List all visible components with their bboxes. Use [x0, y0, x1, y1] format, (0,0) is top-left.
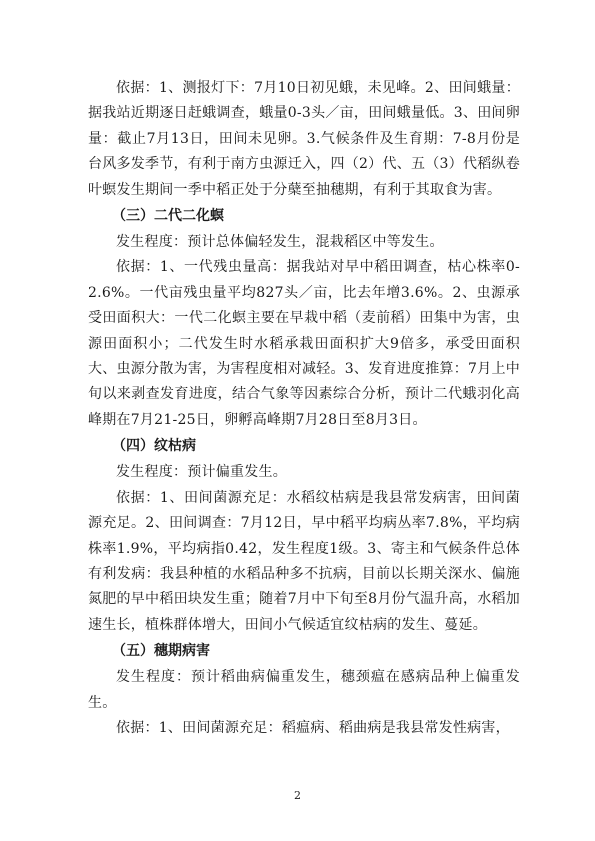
section-heading: （三）二代二化螟: [112, 208, 224, 225]
paragraph: 依据：1、测报灯下：7月10日初见蛾，未见峰。2、田间蛾量：据我站近期逐日赶蛾调查，蛾量0-3头／亩，田间蛾量低。3、田间卵量：截止7月13日，田间未见卵。3.气候条件及生育期：7-8月份是台风多发季节，有利于南方虫源迁入，四（2）代、五（3）代稻纵卷叶螟发生期间一季中稻正处于分蘖至抽穗期，有利于其取食为害。: [88, 80, 520, 198]
paragraph: 依据：1、田间菌源充足：水稻纹枯病是我县常发病害，田间菌源充足。2、田间调查：7月12日，早中稻平均病丛率7.8%，平均病株率1.9%，平均病指0.42，发生程度1级。3、寄主和气候条件总体有利发病：我县种植的水稻品种多不抗病，目前以长期关深水、偏施氮肥的早中稻田块发生重；随着7月中下旬至8月份气温升高，水稻加速生长，植株群体增大，田间小气候适宜纹枯病的发生、蔓延。: [88, 489, 520, 633]
paragraph: 依据：1、田间菌源充足：稻瘟病、稻曲病是我县常发性病害，: [116, 719, 510, 736]
paragraph: 发生程度：预计总体偏轻发生，混栽稻区中等发生。: [116, 234, 444, 251]
section-heading: （五）穗期病害: [112, 643, 210, 660]
document-body: [88, 76, 520, 741]
paragraph: 依据：1、一代残虫量高：据我站对早中稻田调查，枯心株率0-2.6%。一代亩残虫量平均827头／亩，比去年增3.6%。2、虫源承受田面积大：一代二化螟主要在早栽中稻（麦前稻）田集中为害，虫源田面积小；二代发生时水稻承栽田面积扩大9倍多，承受田面积大、虫源分散为害，为害程度相对减轻。3、发育进度推算：7月上中旬以来剥查发育进度，结合气象等因素综合分析，预计二代蛾羽化高峰期在7月21-25日，卵孵高峰期7月28日至8月3日。: [88, 259, 520, 428]
paragraph: 发生程度：预计偏重发生。: [116, 464, 287, 481]
section-heading: （四）纹枯病: [112, 438, 196, 455]
paragraph: 发生程度：预计稻曲病偏重发生，穗颈瘟在感病品种上偏重发生。: [88, 669, 520, 711]
page-number: 2: [294, 789, 301, 802]
